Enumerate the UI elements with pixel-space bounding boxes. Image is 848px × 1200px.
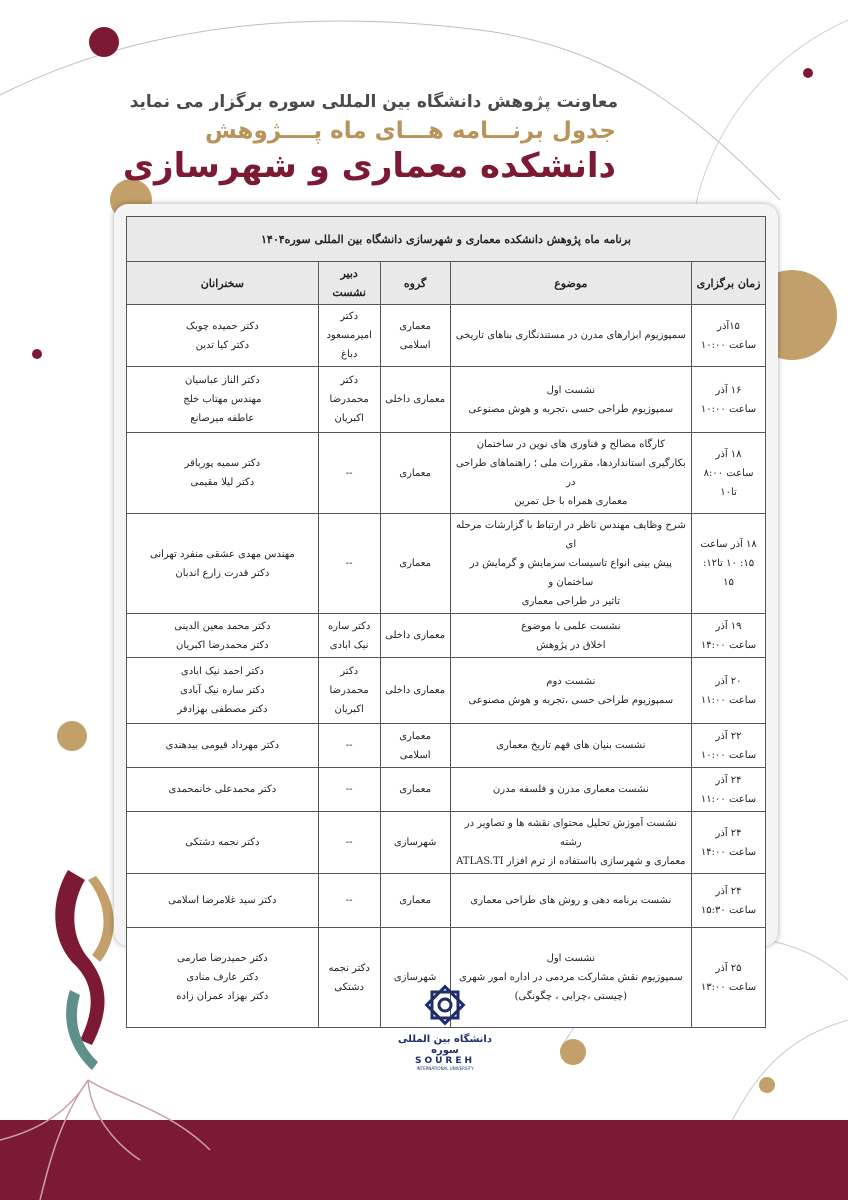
col-header-speakers: سخنرانان [127,262,319,305]
cell-topic: سمپوزیوم ابزارهای مدرن در مستندنگاری بناهای تاریخی [450,305,692,367]
cell-speakers: مهندس مهدی عشقی منفرد تهرانی دکتر قدرت زارع اندبان [127,514,319,614]
header-organizer: معاونت پژوهش دانشگاه بین المللی سوره برگزار می نماید [129,92,618,112]
cell-topic: نشست اول سمپوزیوم نقش مشارکت مردمی در اداره امور شهری (چیستی ،چرایی ، چگونگی) [450,928,692,1028]
table-row [127,812,766,874]
logo-name-en-sub: INTERNATIONAL UNIVERSITY [416,1066,474,1071]
header-subtitle: جدول برنـــامه هـــای ماه پــــژوهش [205,118,616,144]
col-header-group: گروه [380,262,450,305]
schedule-card [114,204,778,1002]
cell-secretary: دکتر نجمه دشتکی [318,928,380,1028]
cell-speakers: دکتر مهرداد قیومی بیدهندی [127,724,319,768]
table-row [127,367,766,433]
cell-secretary: -- [318,768,380,812]
decor-dot-gold-mid [57,721,87,751]
cell-topic: کارگاه مصالح و فناوری های نوین در ساختمان بکارگیری استانداردها، مقررات ملی ؛ راهنماهای طراحی در معماری همراه با حل تمرین [450,433,692,514]
university-logo [395,980,495,1071]
cell-group: معماری داخلی [380,367,450,433]
table-row [127,658,766,724]
cell-topic: نشست آموزش تحلیل محتوای نقشه ها و تصاویر در رشته معماری و شهرسازی بااستفاده از ترم افزار ATLAS.TI [450,812,692,874]
cell-topic: نشست اول سمپوزیوم طراحی حسی ،تجربه و هوش مصنوعی [450,367,692,433]
cell-time: ۲۰ آذر ساعت ۱۱:۰۰ [692,658,766,724]
table-row [127,874,766,928]
cell-topic: نشست دوم سمپوزیوم طراحی حسی ،تجربه و هوش مصنوعی [450,658,692,724]
cell-speakers: دکتر سید غلامرضا اسلامی [127,874,319,928]
cell-speakers: دکتر حمیدرضا صارمی دکتر عارف منادی دکتر بهزاد عمران زاده [127,928,319,1028]
cell-group: معماری [380,768,450,812]
cell-speakers: دکتر نجمه دشتکی [127,812,319,874]
logo-emblem-icon [420,980,470,1030]
cell-secretary: -- [318,812,380,874]
cell-topic: نشست بنیان های فهم تاریخ معماری [450,724,692,768]
logo-name-en: SOUREH [414,1056,476,1066]
cell-time: ۲۴ آذر ساعت ۱۵:۳۰ [692,874,766,928]
cell-secretary: -- [318,724,380,768]
cell-secretary: دکتر امیرمسعود دباغ [318,305,380,367]
cell-secretary: -- [318,433,380,514]
cell-time: ۲۴ آذر ساعت ۱۴:۰۰ [692,812,766,874]
table-row [127,433,766,514]
cell-speakers: دکتر سمیه پورباقر دکتر لیلا مقیمی [127,433,319,514]
cell-topic: نشست برنامه دهی و روش های طراحی معماری [450,874,692,928]
cell-time: ۲۵ آذر ساعت ۱۳:۰۰ [692,928,766,1028]
cell-time: ۲۴ آذر ساعت ۱۱:۰۰ [692,768,766,812]
cell-time: ۲۲ آذر ساعت ۱۰:۰۰ [692,724,766,768]
cell-speakers: دکتر حمیده چوبک دکتر کیا تدین [127,305,319,367]
table-row [127,305,766,367]
cell-time: ۱۹ آذر ساعت ۱۴:۰۰ [692,614,766,658]
cell-time: ۱۶ آذر ساعت ۱۰:۰۰ [692,367,766,433]
col-header-time: زمان برگزاری [692,262,766,305]
decor-dot-gold-bottom [560,1039,586,1065]
cell-group: شهرسازی [380,812,450,874]
cell-secretary: دکتر ساره نیک ابادی [318,614,380,658]
cell-speakers: دکتر احمد نیک ابادی دکتر ساره نیک آبادی دکتر مصطفی بهزادفر [127,658,319,724]
cell-group: معماری داخلی [380,658,450,724]
cell-group: معماری [380,874,450,928]
cell-secretary: -- [318,874,380,928]
table-row [127,724,766,768]
cell-topic: شرح وظایف مهندس ناظر در ارتباط با گزارشات مرحله ای پیش بینی انواع تاسیسات سرمایش و گرمایش در ساختمان و تاثیر در طراحی معماری [450,514,692,614]
table-row [127,614,766,658]
table-title: برنامه ماه پژوهش دانشکده معماری و شهرسازی دانشگاه بین المللی سوره۱۴۰۴ [127,217,766,262]
header-faculty: دانشکده معماری و شهرسازی [122,146,616,186]
decor-dot-burgundy-small [803,68,813,78]
cell-secretary: دکتر محمدرضا اکبریان [318,658,380,724]
cell-group: شهرسازی [380,928,450,1028]
cell-time: ۱۸ آذر ساعت ۱۵: ۱۰ تا۱۲: ۱۵ [692,514,766,614]
cell-group: معماری [380,433,450,514]
table-row [127,514,766,614]
cell-time: ۱۸ آذر ساعت ۸:۰۰ تا۱۰ [692,433,766,514]
table-row [127,768,766,812]
cell-secretary: -- [318,514,380,614]
cell-group: معماری اسلامی [380,724,450,768]
cell-speakers: دکتر الناز عباسیان مهندس مهتاب خلج عاطفه میرصانع [127,367,319,433]
decor-dot-gold-tiny [759,1077,775,1093]
cell-topic: نشست علمی با موضوع اخلاق در پژوهش [450,614,692,658]
logo-name-fa: دانشگاه بین المللی سوره [398,1034,492,1056]
cell-topic: نشست معماری مدرن و فلسفه مدرن [450,768,692,812]
cell-group: معماری داخلی [380,614,450,658]
col-header-secretary: دبیر نشست [318,262,380,305]
cell-group: معماری اسلامی [380,305,450,367]
cell-group: معماری [380,514,450,614]
cell-speakers: دکتر محمد معین الدینی دکتر محمدرضا اکبریان [127,614,319,658]
cell-speakers: دکتر محمدعلی خانمحمدی [127,768,319,812]
schedule-table [126,216,766,1028]
cell-secretary: دکتر محمدرضا اکبریان [318,367,380,433]
col-header-topic: موضوع [450,262,692,305]
decor-dot-burgundy-left [32,349,42,359]
footer-band [0,1120,848,1200]
cell-time: ۱۵آذر ساعت ۱۰:۰۰ [692,305,766,367]
decor-dot-burgundy-large [89,27,119,57]
